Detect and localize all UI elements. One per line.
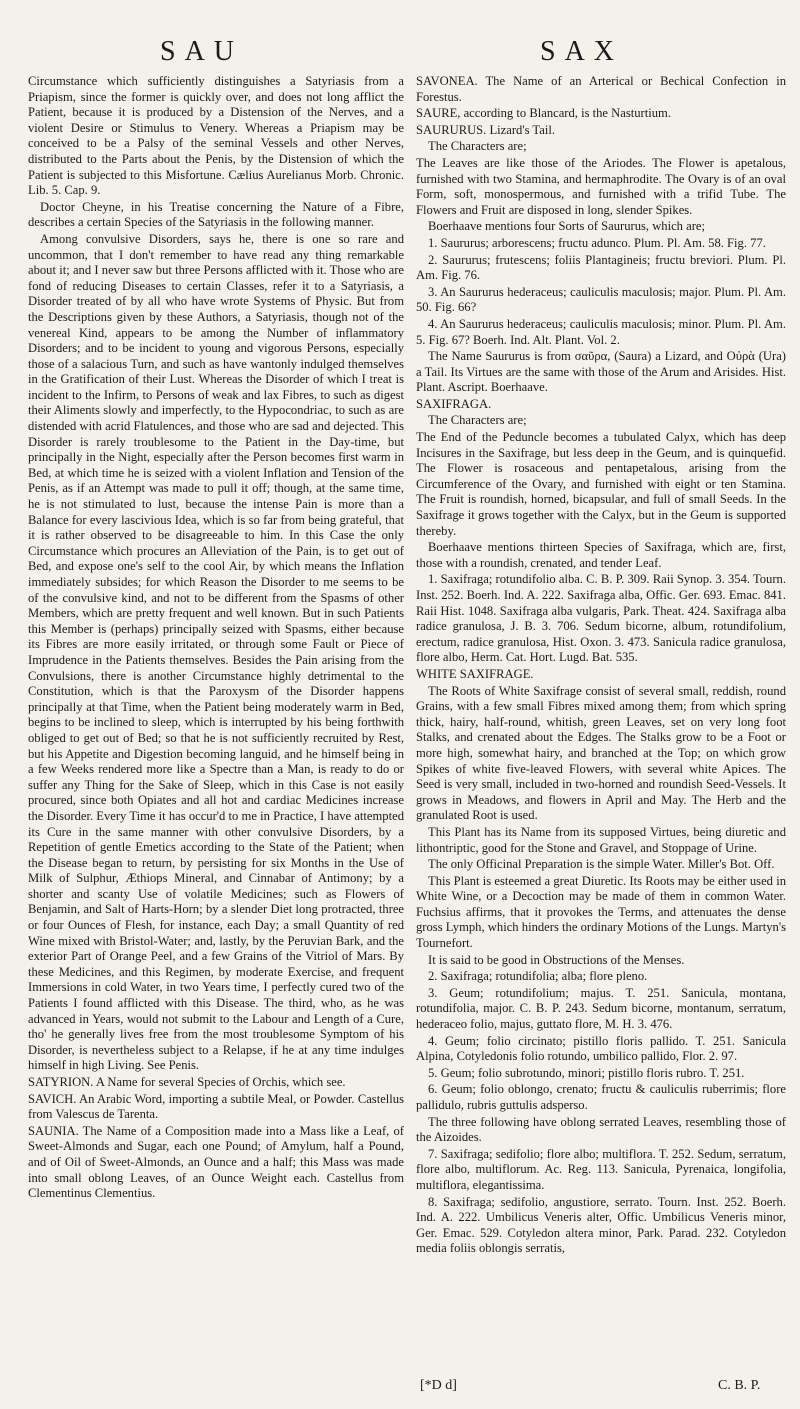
entry-saure: SAURE, according to Blancard, is the Nasturtium.: [416, 106, 671, 121]
entry-saunia: SAUNIA. The Name of a Composition made into a Mass like a Leaf, of Sweet-Almonds and Sugar, each one Pound; of Amylum, half a Pound, and of Oil of Sweet-Almonds, an Ounce and a half; this Mass was made into small oblong Leaves, of an Ounce Weight each. Castellus from Clementinus Clementius.: [28, 1123, 404, 1201]
species-item: 8. Saxifraga; sedifolio, angustiore, serrato. Tourn. Inst. 252. Boerh. Ind. A. 222. Umbilicus Veneris alter, Offic. Umbilicus Veneris minor, Ger. Emac. 529. Cotyledon altera minor, Park. Parad. 232. Cotyledon media foliis oblongis serratis,: [416, 1194, 786, 1256]
paragraph: The Characters are;: [428, 413, 527, 428]
paragraph: Doctor Cheyne, in his Treatise concerning the Nature of a Fibre, describes a certain Species of the Satyriasis in the following manner.: [28, 199, 404, 230]
species-item: 6. Geum; folio oblongo, crenato; fructu & cauliculis ruberrimis; flore pallidulo, rubris guttulis adsperso.: [416, 1082, 786, 1112]
species-item: 5. Geum; folio subrotundo, minori; pistillo floris rubro. T. 251.: [428, 1065, 745, 1080]
catchword: C. B. P.: [718, 1378, 761, 1393]
paragraph: This Plant has its Name from its supposed Virtues, being diuretic and lithontriptic, good for the Stone and Gravel, and Stoppage of Urine.: [416, 824, 786, 855]
paragraph: The three following have oblong serrated Leaves, resembling those of the Aizoides.: [416, 1114, 786, 1145]
entry-saxifraga: SAXIFRAGA.: [416, 396, 492, 411]
entry-saururus: SAURURUS. Lizard's Tail.: [416, 122, 555, 137]
paragraph: The Name Saururus is from σαῦρα, (Saura) a Lizard, and Οὐρὰ (Ura) a Tail. Its Virtues are the same with those of the Arum and Arisides. Hist. Plant. Ascript. Boerhaave.: [416, 349, 786, 395]
signature-mark: [*D d]: [420, 1378, 457, 1393]
paragraph: The Leaves are like those of the Ariodes. The Flower is apetalous, furnished with two Stamina, and hermaphrodite. The Ovary is of an oval Form, soft, monospermous, and furnished with a trifid Tube. The Flowers and Fruit are disposed in long, slender Spikes.: [416, 155, 786, 217]
page-footer: [0, 1378, 800, 1402]
paragraph: The End of the Peduncle becomes a tubulated Calyx, which has deep Incisures in the Saxifrage, but less deep in the Geum, and is quinquefid. The Flower is rosaceous and pentapetalous, arising from the Circumference of the Ovary, and furnished with eight or ten Stamina. The Fruit is roundish, horned, bicapsular, and full of small Seeds. In the Saxifrage it grows together with the Calyx, but in the Geum is supported thereby.: [416, 430, 786, 538]
running-head-left: SAU: [160, 36, 244, 67]
right-column: [416, 74, 786, 1374]
species-item: 3. An Saururus hederaceus; cauliculis maculosis; major. Plum. Pl. Am. 50. Fig. 66?: [416, 284, 786, 315]
running-head: [0, 36, 800, 76]
entry-white-saxifrage: WHITE SAXIFRAGE.: [416, 666, 534, 681]
species-item: 2. Saururus; frutescens; foliis Plantagineis; fructu breviori. Plum. Pl. Am. Fig. 76.: [416, 252, 786, 283]
species-item: 1. Saxifraga; rotundifolio alba. C. B. P. 309. Raii Synop. 3. 354. Tourn. Inst. 252. Boerh. Ind. A. 222. Saxifraga alba, Offic. Ger. 693. Emac. 841. Raii Hist. 1048. Saxifraga alba vulgaris, Park. Theat. 424. Saxifraga alba radice granulosa, J. B. 3. 706. Sedum bicorne, album, rotundifolium, erectum, radice granulosa, Hist. Oxon. 3. 473. Sanicula radice granulosa, flore albo, Herm. Cat. Hort. Lugd. Bat. 535.: [416, 572, 786, 665]
entry-satyrion: SATYRION. A Name for several Species of Orchis, which see.: [28, 1075, 346, 1089]
species-item: 2. Saxifraga; rotundifolia; alba; flore pleno.: [428, 969, 648, 984]
species-item: 4. Geum; folio circinato; pistillo floris pallido. T. 251. Sanicula Alpina, Cotyledonis folio rotundo, umbilico pallido, Flor. 2. 97.: [416, 1033, 786, 1064]
paragraph: Circumstance which sufficiently distinguishes a Satyriasis from a Priapism, since the former is quickly over, and does not long afflict the Patient, because it is produced by a Distension of the Nerves, and a violent Desire or Stimulus to Venery. Whereas a Priapism may be conceived to be a Palsy of the seminal Vessels and other Nerves, distributed to the Parts about the Penis, by the Distension of which the Patient is subjected to this Misfortune. Cælius Aurelianus Morb. Chronic. Lib. 5. Cap. 9.: [28, 74, 404, 198]
running-head-right: SAX: [540, 36, 624, 67]
paragraph: Among convulsive Disorders, says he, there is one so rare and uncommon, that I don't remember to have read any thing remarkable about it; and I never saw but three Persons afflicted with it. Those who are fond of reducing Diseases to certain Classes, refer it to a Satyriasis, a Disorder treated of by all who have wrote Systems of Physic. But from the Descriptions given by these Authors, a Satyriasis, though not of the venereal Kind, appears to be among the Number of inflammatory Disorders; and to be incident to young and vigorous Persons, especially those of a salacious Turn, and such as have wantonly indulged themselves in the Gratification of their Lust. Whereas the Disorder of which I treat is incident to the Infirm, to Persons of weak and lax Fibres, to such as digest their Aliments slowly and imperfectly, to the Hypocondriac, to such as are distended with acrid Flatulences, and those who are sad and dejected. This Disorder is rarely troublesome to the Patient in the Day-time, but principally in the Night, especially after the Person becomes first warm in Bed, at which time he is seized with a violent Inflation and Tension of the Penis, as if an Attempt was made to pull it off; though, at the same time, he is not stimulated to lust, because the intense Pain is more than a Balance for every lascivious Idea, which is so far from being grateful, that it is rather observed to be disagreeable to him. In this Case the only Circumstance which procures an Alleviation of the Pain, is to get out of Bed, and expose one's self to the cool Air, by which means the Inflation immediately subsides; for which Reason the Disorder to me seems to be of the convulsive kind, and not to be different from the Spasms of other Members, which are pretty frequent and well known. But in such Patients this Member is (perhaps) principally seized with Spasms, either because its Fibres are more easily irritated, or through some Fault or Piece of Imprudence in the Patients themselves. Besides the Pain arising from the Convulsions, there is another Circumstance highly detrimental to the Constitution, which is that the Paroxysm of the Disorder happens principally at that Time, when the Patient being moderately warm in Bed, begins to be inclined to sleep, which is interrupted by his being forthwith obliged to get out of Bed; so that he is not sufficiently recruited by Rest, but his Appetite and Digestion becoming languid, and he himself being in a few Weeks rendered more like a Spectre than a Man, is ready to do or suffer any Thing for the Sake of Sleep, which in this Case is not easily procured, since both Opiates and all hot and cardiac Medicines increase the Disorder. Every Time it has occur'd to me in Practice, I have attempted its Cure in the same manner with other convulsive Disorders, by a Repetition of gentle Emetics according to the State of the Patient; when the Disease began to return, by persisting for six Months in the Use of Milk of Sulphur, Æthiops Mineral, and Cinnabar of Antimony; by a shorter and scanty Use of volatile Medicines; such as Flowers of Benjamin, and Salt of Harts-Horn; by a slender Diet long protracted, three or four Ounces of Flesh, for instance, each Day; a small Quantity of red Wine mixed with Bristol-Water; and, lastly, by the Peruvian Bark, and the exterior Part of Orange Peel, and a few Grains of the Vitriol of Mars. By these Medicines, and this Regimen, by moderate Exercise, and frequent Immersions in cold Water, in two Years time, I perfectly cured two of the Patients I found afflicted with this Disease. The third, who, as he was advanced in Years, would not submit to the Labour and Length of a Cure, tho' he generally lives free from the most troublesome Symptom of his Disorder, is nevertheless subject to a Relapse, if he at any time indulges himself in high Living. See Penis.: [28, 231, 404, 1073]
species-item: 1. Saururus; arborescens; fructu adunco. Plum. Pl. Am. 58. Fig. 77.: [428, 235, 766, 250]
species-item: 3. Geum; rotundifolium; majus. T. 251. Sanicula, montana, rotundifolia, major. C. B. P. 243. Sedum bicorne, montanum, serratum, hederaceo folio, majus, guttato flore, M. H. 3. 476.: [416, 985, 786, 1032]
paragraph: This Plant is esteemed a great Diuretic. Its Roots may be either used in White Wine, or a Decoction may be made of them in common Water. Fuchsius affirms, that it provokes the Terms, and attenuates the dense gross Lymph, which hinders the ordinary Motions of the Lungs. Martyn's Tournefort.: [416, 873, 786, 951]
left-column: [28, 74, 404, 1374]
entry-savich: SAVICH. An Arabic Word, importing a subtile Meal, or Powder. Castellus from Valescus de Tarenta.: [28, 1091, 404, 1122]
paragraph: The Roots of White Saxifrage consist of several small, reddish, round Grains, with a few small Fibres mixed among them; from which spring thick, hairy, half-round, whitish, green Leaves, set on very long foot Stalks, and crenated about the Edges. The Stalks grow to be a Foot or more high, somewhat hairy, and branched at the Top; on which grow Spikes of white five-leaved Flowers, with several white Apices. The Seed is very small, included in two-horned and roundish Seed-Vessels. It grows in Meadows, and flowers in April and May. The Herb and the granulated Root is used.: [416, 683, 786, 823]
species-item: 7. Saxifraga; sedifolio; flore albo; multiflora. T. 252. Sedum, serratum, flore albo, multiflorum. Ac. Reg. 113. Sanicula, Pyrenaica, longifolia, multiflora, elegantissima.: [416, 1146, 786, 1192]
species-item: 4. An Saururus hederaceus; cauliculis maculosis; minor. Plum. Pl. Am. 5. Fig. 67? Boerh. Ind. Alt. Plant. Vol. 2.: [416, 316, 786, 347]
entry-savonea: SAVONEA. The Name of an Arterical or Bechical Confection in Forestus.: [416, 74, 786, 104]
paragraph: Boerhaave mentions four Sorts of Saururus, which are;: [428, 219, 705, 234]
paragraph: Boerhaave mentions thirteen Species of Saxifraga, which are, first, those with a roundish, crenated, and tender Leaf.: [416, 540, 786, 570]
paragraph: It is said to be good in Obstructions of the Menses.: [428, 952, 685, 967]
paragraph: The only Officinal Preparation is the simple Water. Miller's Bot. Off.: [428, 857, 775, 872]
paragraph: The Characters are;: [428, 139, 527, 154]
